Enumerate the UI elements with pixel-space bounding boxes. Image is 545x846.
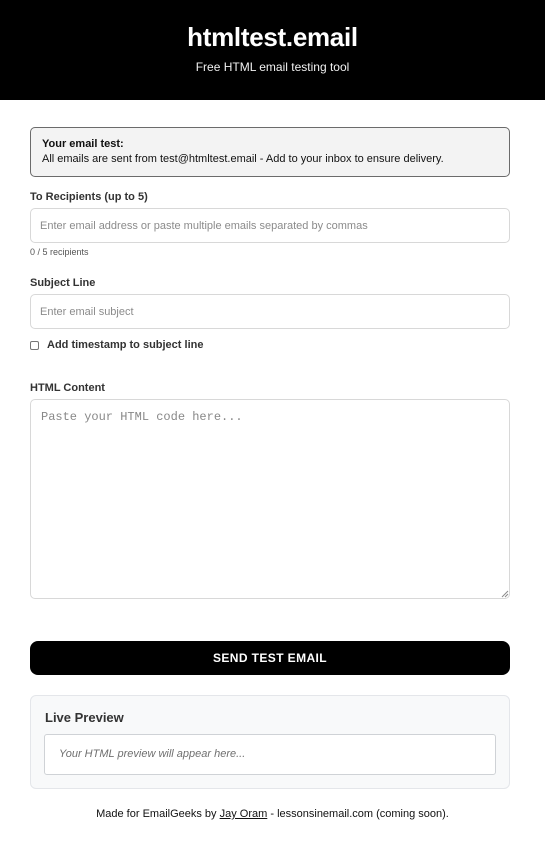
site-header bbox=[0, 0, 545, 100]
live-preview-box: Your HTML preview will appear here... bbox=[44, 734, 496, 775]
site-footer bbox=[0, 808, 545, 820]
send-test-email-button[interactable]: SEND TEST EMAIL bbox=[30, 641, 510, 675]
site-title: htmltest.email bbox=[187, 22, 358, 52]
site-subtitle: Free HTML email testing tool bbox=[195, 60, 350, 74]
author-link[interactable]: Jay Oram bbox=[219, 808, 268, 820]
footer-suffix: - lessonsinemail.com (coming soon). bbox=[267, 808, 449, 820]
html-content-label: HTML Content bbox=[30, 382, 105, 394]
recipient-count: 0 / 5 recipients bbox=[30, 247, 89, 257]
notice-text: All emails are sent from test@htmltest.email - Add to your inbox to ensure delivery. bbox=[42, 153, 444, 165]
recipients-input[interactable] bbox=[30, 208, 510, 243]
live-preview-title: Live Preview bbox=[45, 710, 124, 725]
subject-input[interactable] bbox=[30, 294, 510, 329]
sender-notice bbox=[30, 127, 510, 177]
timestamp-checkbox[interactable] bbox=[30, 341, 39, 350]
live-preview-panel bbox=[30, 695, 510, 789]
footer-prefix: Made for EmailGeeks by bbox=[96, 808, 220, 820]
html-content-textarea[interactable] bbox=[30, 399, 510, 599]
timestamp-option[interactable] bbox=[30, 338, 203, 352]
subject-label: Subject Line bbox=[30, 277, 96, 289]
recipients-label: To Recipients (up to 5) bbox=[30, 191, 148, 203]
notice-title: Your email test: bbox=[42, 138, 124, 150]
timestamp-label[interactable]: Add timestamp to subject line bbox=[47, 339, 204, 351]
